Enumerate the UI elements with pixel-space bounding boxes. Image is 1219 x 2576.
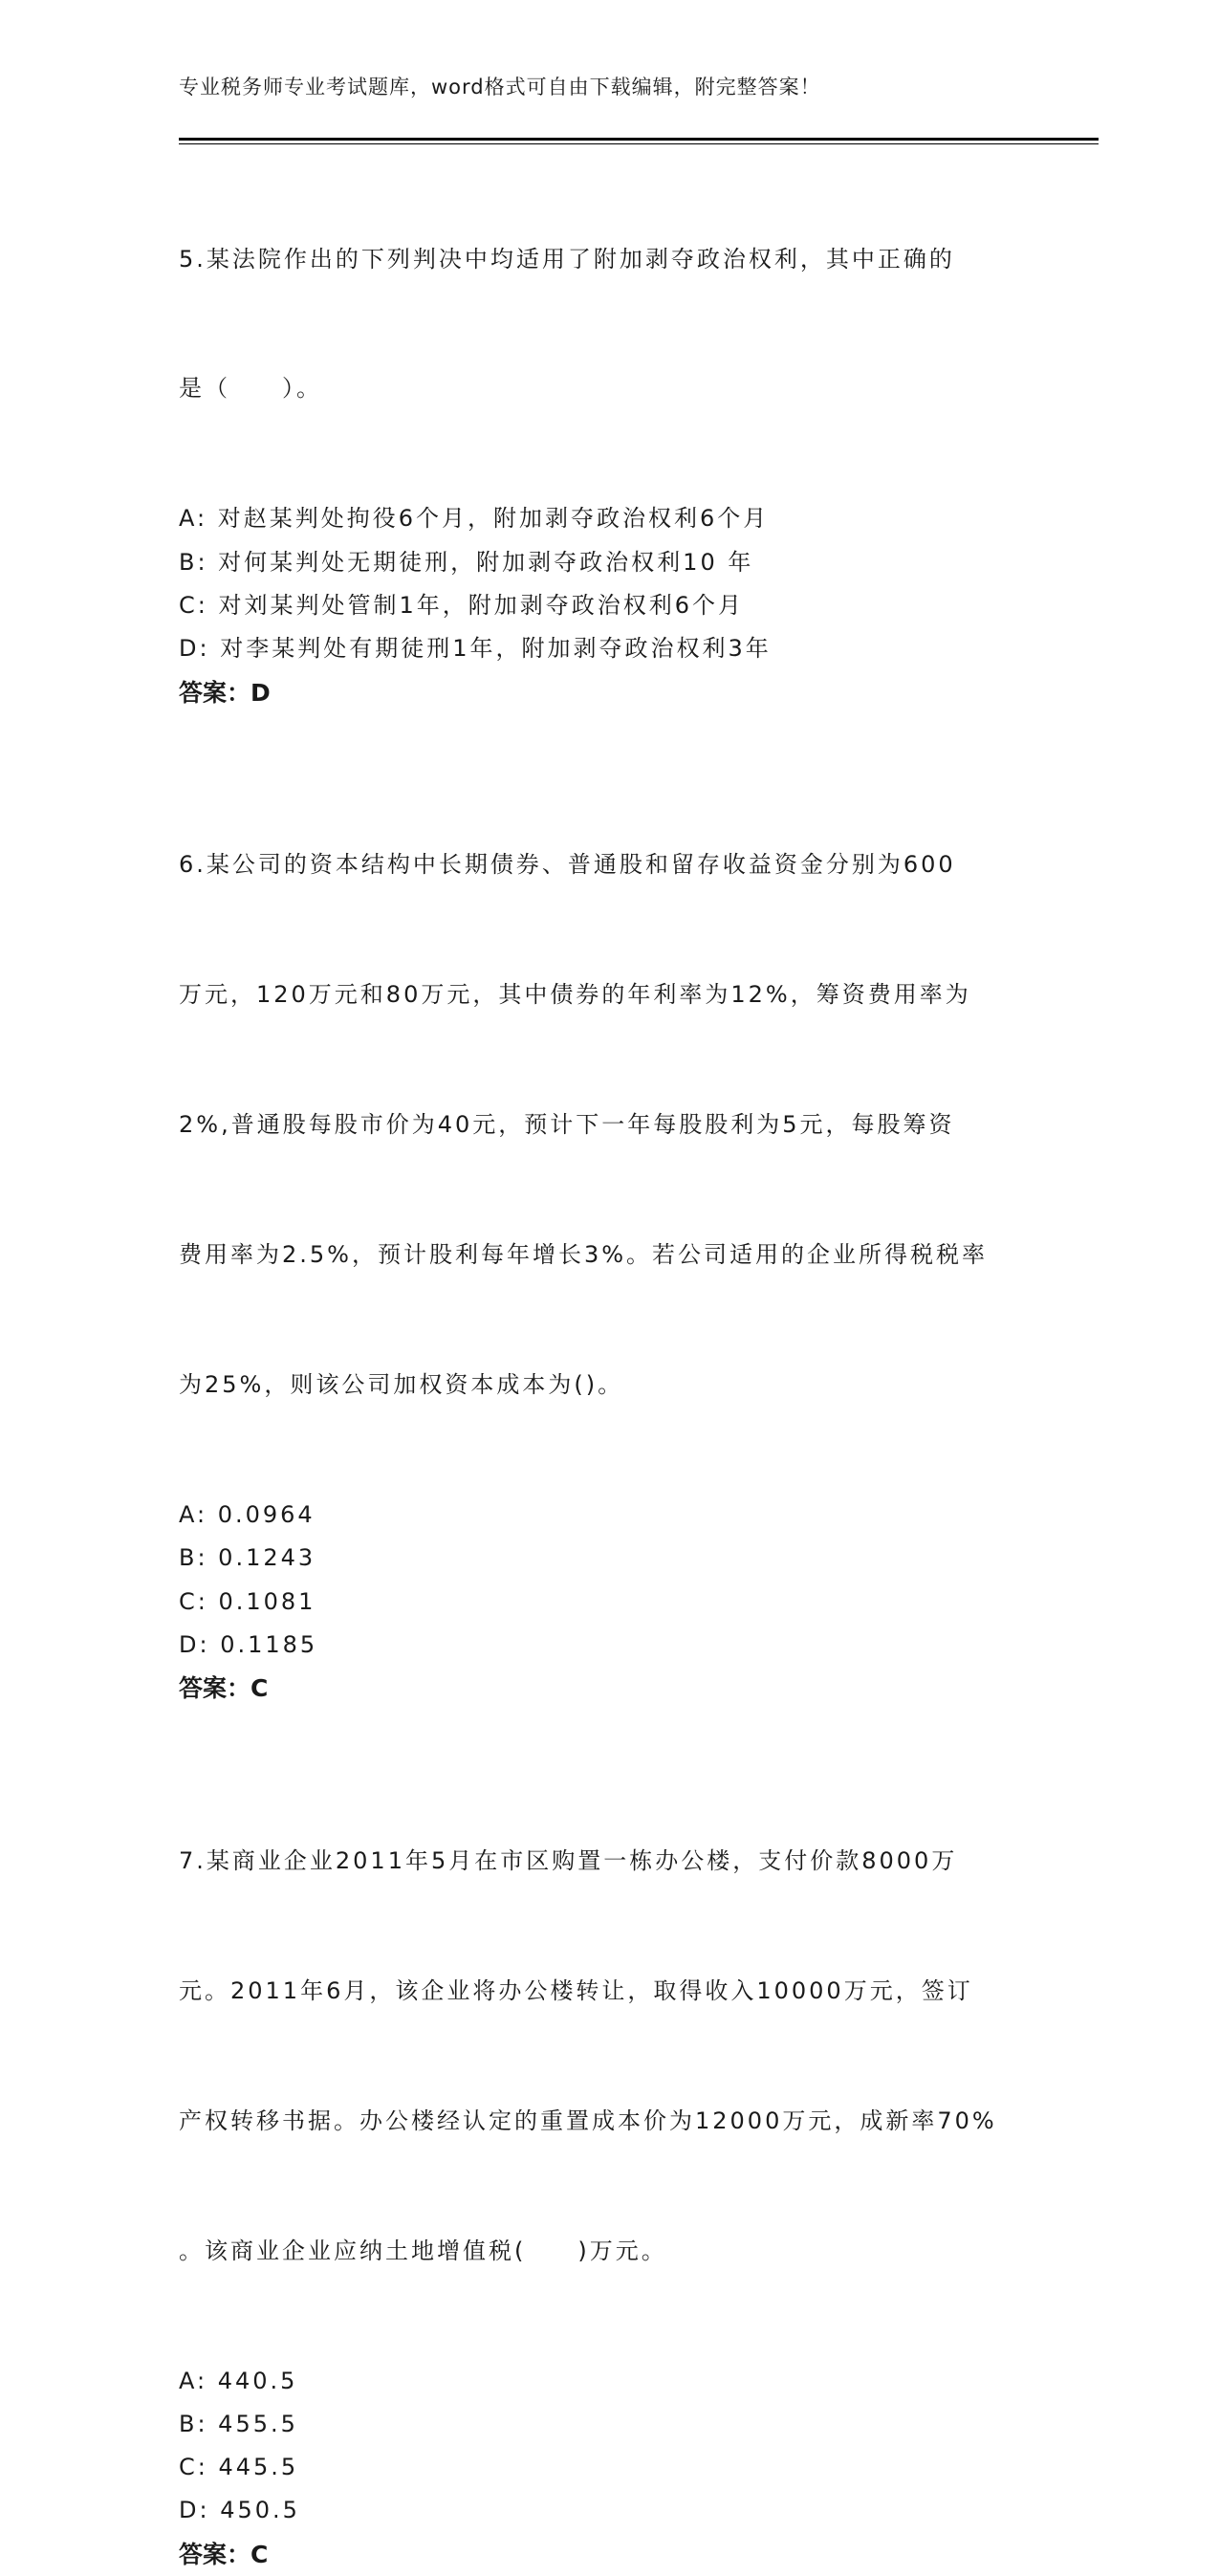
option-a: A: 440.5 xyxy=(179,2367,298,2394)
question-spacer xyxy=(179,1710,1039,1753)
question-stem-line: 2%,普通股每股市价为40元，预计下一年每股股利为5元，每股筹资 xyxy=(179,1111,955,1139)
question-stem-line: 7.某商业企业2011年5月在市区购置一栋办公楼，支付价款8000万 xyxy=(179,1846,958,1874)
option-b: B: 0.1243 xyxy=(179,1544,316,1572)
option-d: D: 450.5 xyxy=(179,2497,300,2524)
question-stem xyxy=(179,1753,1039,2359)
question-spacer xyxy=(179,714,1039,757)
option-b: B: 对何某判处无期徒刑，附加剥夺政治权利10 年 xyxy=(179,548,754,576)
question-stem-line: 是（ ）。 xyxy=(179,375,322,403)
question-stem-line: 6.某公司的资本结构中长期债券、普通股和留存收益资金分别为600 xyxy=(179,851,956,879)
question-stem xyxy=(179,757,1039,1494)
option-a: A: 0.0964 xyxy=(179,1500,316,1528)
question-list xyxy=(179,151,1039,2576)
answer-line: 答案：C xyxy=(179,2540,269,2568)
option-c: C: 对刘某判处管制1年，附加剥夺政治权利6个月 xyxy=(179,591,745,619)
option-d: D: 0.1185 xyxy=(179,1630,318,1658)
option-d: D: 对李某判处有期徒刑1年，附加剥夺政治权利3年 xyxy=(179,635,772,663)
option-c: C: 445.5 xyxy=(179,2454,299,2481)
option-b: B: 455.5 xyxy=(179,2410,298,2437)
question-stem-line: 费用率为2.5%，预计股利每年增长3%。若公司适用的企业所得税税率 xyxy=(179,1241,989,1269)
answer-line: 答案：D xyxy=(179,678,271,707)
option-a: A: 对赵某判处拘役6个月，附加剥夺政治权利6个月 xyxy=(179,505,770,533)
question-7 xyxy=(179,1753,1039,2576)
answer-line: 答案：C xyxy=(179,1674,269,1703)
option-c: C: 0.1081 xyxy=(179,1587,316,1615)
question-stem xyxy=(179,151,1039,497)
question-stem-line: 万元，120万元和80万元，其中债券的年利率为12%，筹资费用率为 xyxy=(179,981,971,1009)
question-stem-line: 元。2011年6月，该企业将办公楼转让，取得收入10000万元，签订 xyxy=(179,1976,973,2004)
question-stem-line: 5.某法院作出的下列判决中均适用了附加剥夺政治权利，其中正确的 xyxy=(179,245,955,273)
question-6 xyxy=(179,757,1039,1711)
question-stem-line: 为25%，则该公司加权资本成本为()。 xyxy=(179,1371,624,1399)
question-5 xyxy=(179,151,1039,714)
question-stem-line: 产权转移书据。办公楼经认定的重置成本价为12000万元，成新率70% xyxy=(179,2107,997,2134)
question-stem-line: 。该商业企业应纳土地增值税( )万元。 xyxy=(179,2237,667,2264)
page-header: 专业税务师专业考试题库，word格式可自由下载编辑，附完整答案！ xyxy=(179,76,821,98)
header-divider-thin xyxy=(179,143,1099,144)
header-divider-thick xyxy=(179,138,1099,141)
